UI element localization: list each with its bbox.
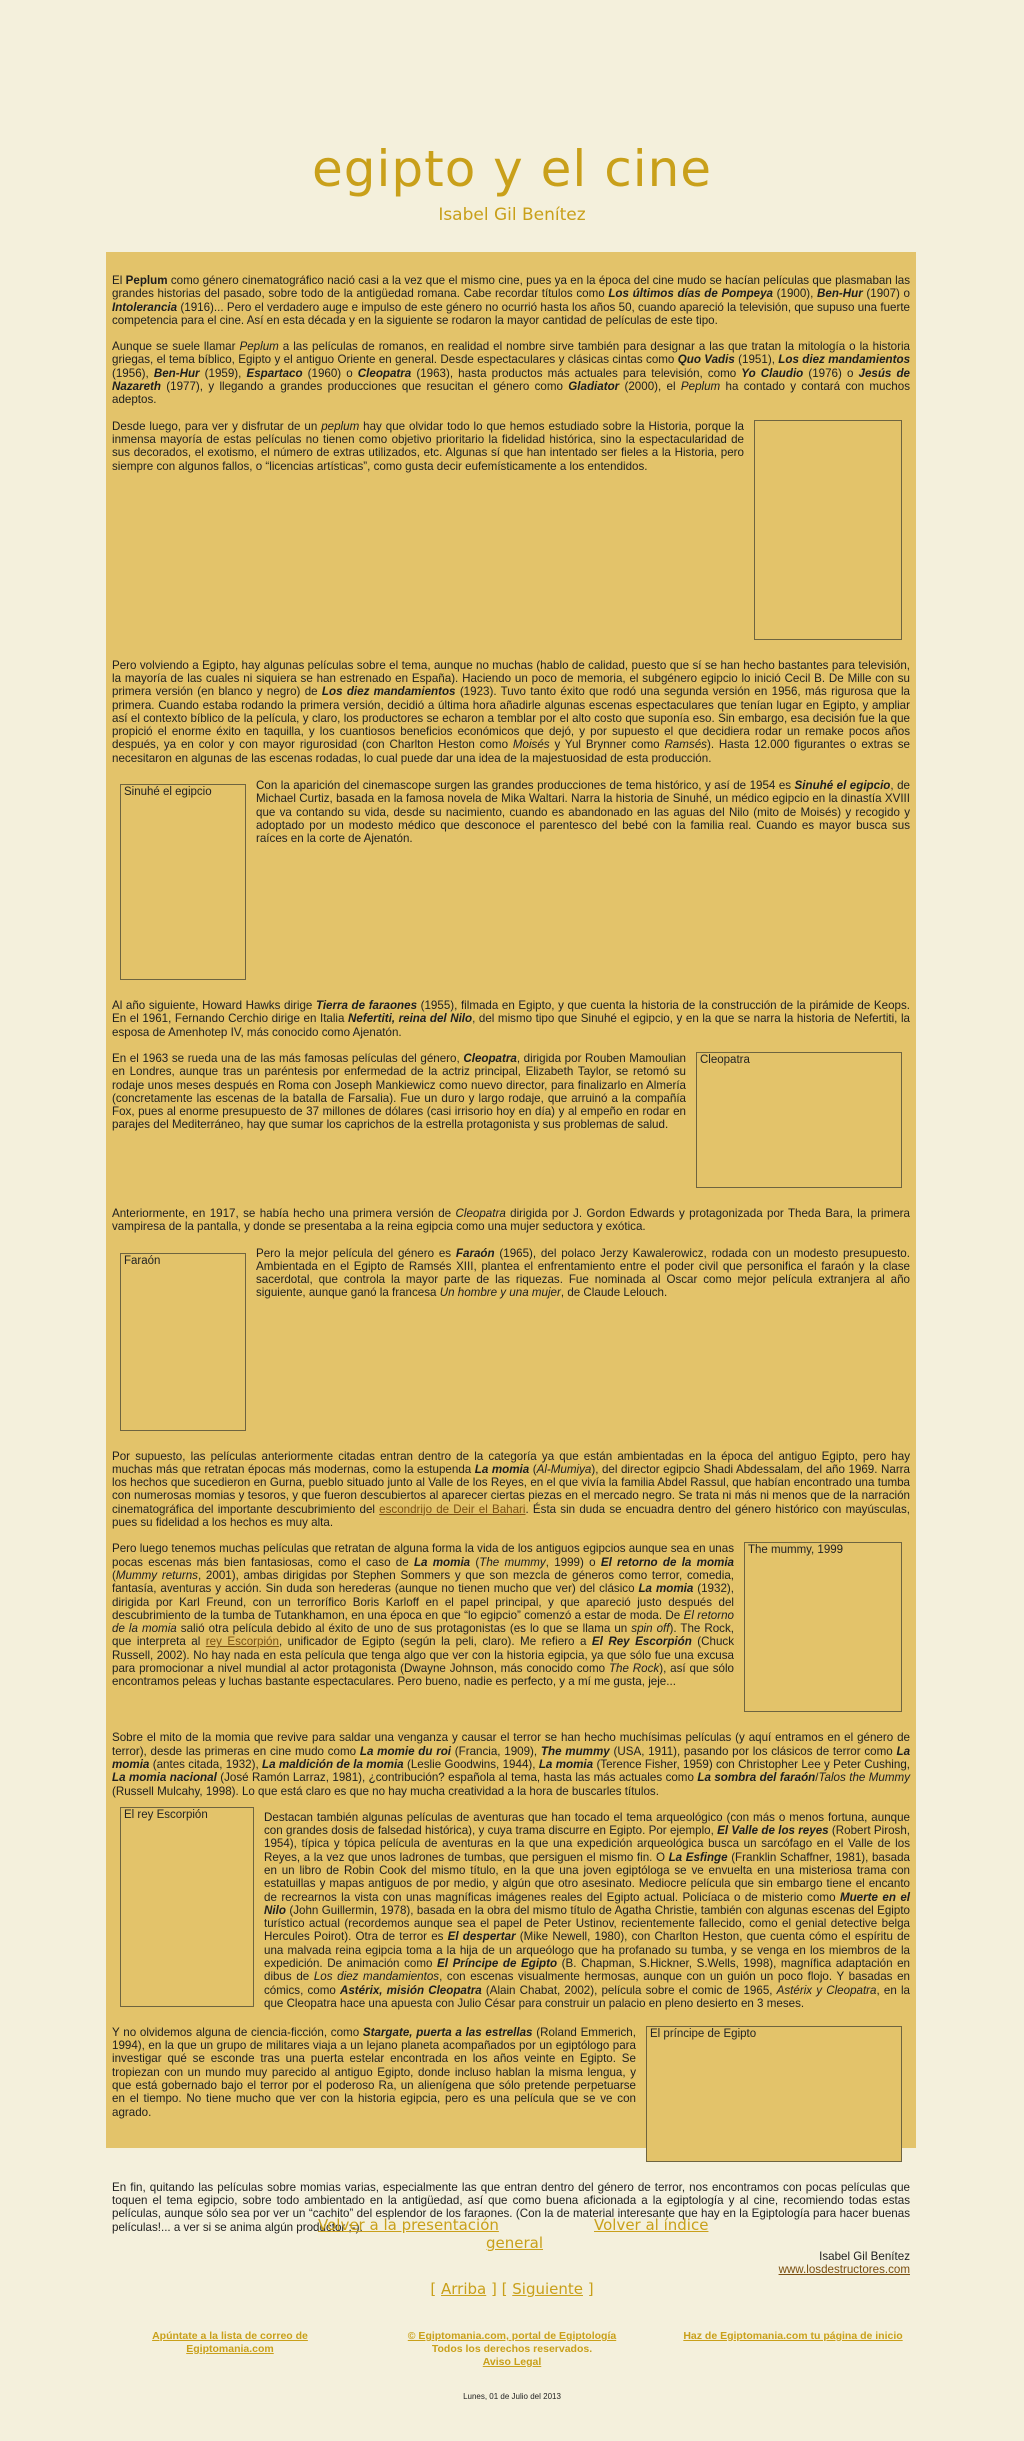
paragraph-6: Al año siguiente, Howard Hawks dirige Tierra de faraones (1955), filmada en Egipto, y que cuenta la historia de la construcción de la pirámide de Keops. En el 1961, Fernando Cerchio dirige en Italia Nefertiti, reina del Nilo, del mismo tipo que Sinuhé el egipcio, y en la que se narra la historia de Nefertiti, la esposa de Amenhotep IV, más conocido como Ajenatón.	[112, 999, 910, 1039]
paragraph-4: Pero volviendo a Egipto, hay algunas películas sobre el tema, aunque no muchas (hablo de calidad, puesto que sí se han hecho bastantes para televisión, la mayoría de las cuales ni siquiera se han estrenado en España). Haciendo un poco de memoria, el subgénero egipcio lo inició Cecil B. De Mille con su primera versión (en blanco y negro) de Los diez mandamientos (1923). Tuvo tanto éxito que rodó una segunda versión en 1956, más rigurosa que la primera. Cuando estaba rodando la primera versión, decidió a última hora añadirle algunas escenas espectaculares que tenían lugar en Egipto, y ampliar así el contexto bíblico de la película, y claro, los productores se echaron a temblar por el alto costo que suponía eso. Sin embargo, esa decisión fue la que propició el enorme éxito en taquilla, y los cuantiosos beneficios económicos que dejó, y por supuesto el que decidiera rodar un remake pocos años después, ya en color y con mayor rigurosidad (con Charlton Heston como Moisés y Yul Brynner como Ramsés). Hasta 12.000 figurantes o extras se necesitaron en algunas de las escenas rodadas, lo cual puede dar una idea de la majestuosidad de esta producción.	[112, 658, 911, 765]
signature-block	[112, 2250, 910, 2277]
link-escondrijo[interactable]: escondrijo de Deir el Bahari	[379, 1502, 526, 1516]
footer-copyright	[372, 2330, 652, 2369]
figure-the-mummy: The mummy, 1999	[744, 1542, 902, 1712]
paragraph-2: Aunque se suele llamar Peplum a las películas de romanos, en realidad el nombre sirve también para designar a las que tratan la mitología o la historia griegas, el tema bíblico, Egipto y el antiguo Oriente en general. Desde espectaculares y clásicas cintas como Quo Vadis (1951), Los diez mandamientos (1956), Ben-Hur (1959), Espartaco (1960) o Cleopatra (1963), hasta productos más actuales para televisión, como Yo Claudio (1976) o Jesús de Nazareth (1977), y llegando a grandes producciones que resucitan el género como Gladiator (2000), el Peplum ha contado y contará con muchos adeptos.	[112, 340, 911, 407]
back-to-presentation-link[interactable]: Volver a la presentación	[318, 2216, 499, 2234]
figure-ten-commandments	[754, 420, 902, 640]
paragraph-15: En fin, quitando las películas sobre momias varias, especialmente las que entran dentro del género de terror, nos encontramos con pocas películas que toquen el tema egipcio, sobre todo ambientado en la antigüedad, así que como buena aficionada a la egiptología y al cine, recomiendo todas estas películas, aunque sólo sea por ver un “cachito” del esplendor de los faraones. (Con la de material interesante que hay en la Egiptología para hacer buenas películas!... a ver si se anima algún productor ;-).	[112, 2180, 910, 2234]
page-navigation: [ Arriba ] [ Siguiente ]	[430, 2280, 594, 2298]
paragraph-1: El Peplum como género cinematográfico nació casi a la vez que el mismo cine, pues ya en la época del cine mudo se hacían películas que plasmaban las grandes historias del pasado, sobre todo de la antigüedad romana. Cabe recordar títulos como Los últimos días de Pompeya (1900), Ben-Hur (1907) o Intolerancia (1916)... Pero el verdadero auge e impulso de este género no ocurrió hasta los años 50, cuando apareció la televisión, que supuso una fuerte competencia para el cine. Así en esta década y en la siguiente se rodaron la mayor cantidad de películas de este tipo.	[112, 274, 910, 327]
figure-principe-egipto: El príncipe de Egipto	[646, 2026, 902, 2162]
footer-mailing-list	[130, 2330, 330, 2356]
legal-notice-link[interactable]: Aviso Legal	[482, 2356, 542, 2368]
paragraph-9: Pero la mejor película del género es Faraón (1965), del polaco Jerzy Kawalerowicz, rodada con un modesto presupuesto. Ambientada en el Egipto de Ramsés XIII, plantea el enfrentamiento entre el poder civil que personifica el faraón y la clase sacerdotal, que controla la mayor parte de las riquezas. Fue nominada al Oscar como mejor película extranjera al año siguiente, aunque ganó la francesa Un hombre y una mujer, de Claude Lelouch.	[256, 1246, 910, 1300]
figure-sinuhe: Sinuhé el egipcio	[120, 784, 246, 980]
general-index-link[interactable]: general	[486, 2234, 544, 2252]
paragraph-3: Desde luego, para ver y disfrutar de un peplum hay que olvidar todo lo que hemos estudiado sobre la Historia, porque la inmensa mayoría de estas películas no tienen como objetivo prioritario la fidelidad histórica, sino la espectacularidad de sus decorados, el exotismo, el número de extras utilizados, etc. Algunas sí que han intentado ser fieles a la Historia, pero siempre con algunos fallos, o “licencias artísticas”, como gusta decir eufemísticamente a los entendidos.	[112, 419, 744, 473]
website-link[interactable]: www.losdestructores.com	[778, 2263, 910, 2277]
paragraph-10: Por supuesto, las películas anteriormente citadas entran dentro de la categoría ya que están ambientadas en la época del antiguo Egipto, pero hay muchas más que retratan épocas más modernas, como la estupenda La momia (Al-Mumiya), del director egipcio Shadi Abdessalam, del año 1969. Narra los hechos que sucedieron en Gurna, pueblo situado junto al Valle de los Reyes, en el que vivía la familia Abdel Rassul, que habían encontrado una tumba con numerosas momias y tesoros, y que fueron descubiertos al aparecer ciertas piezas en el mercado negro. Se trata ni más ni menos que de la narración cinematográfica del importante descubrimiento del escondrijo de Deir el Bahari. Ésta sin duda se encuadra dentro del género histórico con mayúsculas, pues su fidelidad a los hechos es muy alta.	[112, 1449, 911, 1530]
paragraph-7: En el 1963 se rueda una de las más famosas películas del género, Cleopatra, dirigida por Rouben Mamoulian en Londres, aunque tras un paréntesis por enfermedad de la actriz principal, Elizabeth Taylor, se retomó su rodaje unos meses después en Roma con Joseph Mankiewicz como nuevo director, para finalizarlo en Almería (concretamente las escenas de la batalla de Farsalia). Fue un duro y largo rodaje, que arruinó a la compañía Fox, pues al enorme presupuesto de 37 millones de dólares (casi irrisorio hoy en día) y al empeño en rodar en parajes del Mediterráneo, hay que sumar los caprichos de la estrella protagonista y sus problemas de salud.	[112, 1051, 686, 1132]
paragraph-5: Con la aparición del cinemascope surgen las grandes producciones de tema histórico, y así de 1954 es Sinuhé el egipcio, de Michael Curtiz, basada en la famosa novela de Mika Waltari. Narra la historia de Sinuhé, un médico egipcio en la dinastía XVIII que va contando su vida, desde su nacimiento, cuando es abandonado en las aguas del Nilo (mito de Moisés) y recogido y adoptado por un modesto médico que desconoce el parentesco del bebé con la familia real. Cuando es mayor busca sus raíces en la corte de Ajenatón.	[256, 779, 910, 846]
page-title: egipto y el cine	[311, 140, 713, 198]
figure-cleopatra: Cleopatra	[696, 1052, 902, 1188]
figure-rey-escorpion: El rey Escorpión	[120, 1807, 254, 2007]
make-homepage-link[interactable]: Haz de Egiptomania.com tu página de inicio	[683, 2330, 903, 2342]
mailing-list-link[interactable]: Apúntate a la lista de correo de Egiptomania.com	[152, 2330, 308, 2355]
figure-faraon: Faraón	[120, 1253, 246, 1431]
paragraph-13: Destacan también algunas películas de aventuras que han tocado el tema arqueológico (con más o menos fortuna, aunque con grandes dosis de falsedad histórica), y cuya trama discurre en Egipto. Por ejemplo, El Valle de los reyes (Robert Pirosh, 1954), típica y tópica película de aventuras en la que una expedición arqueológica busca un sarcófago en el Valle de los Reyes, a la vez que unos ladrones de tumbas, que persiguen el mismo fin. O La Esfinge (Franklin Schaffner, 1981), basada en un libro de Robin Cook del mismo título, en la que una joven egiptóloga se ve envuelta en una misteriosa trama con estatuillas y mapas antiguos de por medio, y algún que otro asesinato. Mediocre película que sin embargo tiene el encanto de recrearnos la vista con unas magníficas imágenes reales del Egipto actual. Policíaca o de misterio como Muerte en el Nilo (John Guillermin, 1978), basada en la obra del mismo título de Agatha Christie, también con algunas escenas del Egipto turístico actual (recordemos aunque sea el papel de Peter Ustinov, recientemente fallecido, como el genial detective belga Hercules Poirot). Otra de terror es El despertar (Mike Newell, 1980), con Charlton Heston, que cuenta cómo el espíritu de una malvada reina egipcia toma a la hija de un arqueólogo que ha profanado su tumba, y se venga en los miembros de la expedición. De animación como El Príncipe de Egipto (B. Chapman, S.Hickner, S.Wells, 1998), magnífica adaptación en dibus de Los diez mandamientos, con escenas visualmente hermosas, aunque con un guión un poco flojo. Y basadas en cómics, como Astérix, misión Cleopatra (Alain Chabat, 2002), película sobre el comic de 1965, Astérix y Cleopatra, en la que Cleopatra hace una apuesta con Julio César para construir un palacio en pleno desierto en 3 meses.	[264, 1810, 910, 2010]
copyright-link[interactable]: © Egiptomania.com, portal de Egiptología	[407, 2330, 617, 2342]
rights-text: Todos los derechos reservados.	[431, 2343, 593, 2355]
paragraph-11: Pero luego tenemos muchas películas que retratan de alguna forma la vida de los antiguos egipcios aunque sea en unas pocas escenas más bien fantasiosas, como el caso de La momia (The mummy, 1999) o El retorno de la momia (Mummy returns, 2001), ambas dirigidas por Stephen Sommers y que son mezcla de géneros como terror, comedia, fantasía, aventuras y acción. Sin duda son herederas (aunque no tienen mucho que ver) del clásico La momia (1932), dirigida por Karl Freund, con un terrorífico Boris Karloff en el papel principal, y que apareció justo después del descubrimiento de la tumba de Tutankhamon, en una época en que “lo egipcio” comenzó a estar de moda. De El retorno de la momia salió otra película debido al éxito de uno de sus protagonistas (es lo que se llama un spin off). The Rock, que interpreta al rey Escorpión, unificador de Egipto (según la peli, claro). Me refiero a El Rey Escorpión (Chuck Russell, 2002). No hay nada en esta película que tenga algo que ver con la historia egipcia, ya que sólo fue una excusa para promocionar a nivel mundial al actor protagonista (Dwayne Johnson, más conocido como The Rock), así que sólo encontramos peleas y luchas bastante espectaculares. Pero bueno, nadie es perfecto, y a mí me gusta, jeje...	[112, 1542, 735, 1689]
top-link[interactable]: Arriba	[441, 2280, 487, 2298]
next-link[interactable]: Siguiente	[512, 2280, 583, 2298]
paragraph-12: Sobre el mito de la momia que revive para saldar una venganza y causar el terror se han hecho muchísimas películas (y aquí entramos en el género de terror), desde las primeras en cine mudo como La momie du roi (Francia, 1909), The mummy (USA, 1911), pasando por los clásicos de terror como La momia (antes citada, 1932), La maldición de la momia (Leslie Goodwins, 1944), La momia (Terence Fisher, 1959) con Christopher Lee y Peter Cushing, La momia nacional (José Ramón Larraz, 1981), ¿contribución? española al tema, hasta las más actuales como La sombra del faraón/Talos the Mummy (Russell Mulcahy, 1998). Lo que está claro es que no hay mucha creatividad a la hora de buscarles títulos.	[112, 1731, 911, 1798]
footer-date: Lunes, 01 de Julio del 2013	[463, 2392, 561, 2401]
back-to-index-link[interactable]: Volver al índice	[594, 2216, 709, 2234]
link-rey-escorpion[interactable]: rey Escorpión	[205, 1635, 279, 1649]
page-author: Isabel Gil Benítez	[438, 205, 586, 225]
paragraph-14: Y no olvidemos alguna de ciencia-ficción, como Stargate, puerta a las estrellas (Roland Emmerich, 1994), en la que un grupo de militares viaja a un lejano planeta acompañados por un egiptólogo para investigar qué se esconde tras una puerta estelar encontrada en los años veinte en Egipto. Se tropiezan con un mundo muy parecido al antiguo Egipto, donde incluso hablan la misma lengua, y que está gobernado bajo el terror por el poderoso Ra, un alienígena que sólo pretende perpetuarse en el tiempo. No tiene mucho que ver con la historia egipcia, pero es una película que se ve con agrado.	[112, 2025, 636, 2119]
paragraph-8: Anteriormente, en 1917, se había hecho una primera versión de Cleopatra dirigida por J. Gordon Edwards y protagonizada por Theda Bara, la primera vampiresa de la pantalla, y donde se presentaba a la reina egipcia como una mujer seductora y exótica.	[112, 1206, 910, 1234]
signature-name: Isabel Gil Benítez	[819, 2249, 910, 2263]
footer-homepage	[668, 2330, 918, 2343]
